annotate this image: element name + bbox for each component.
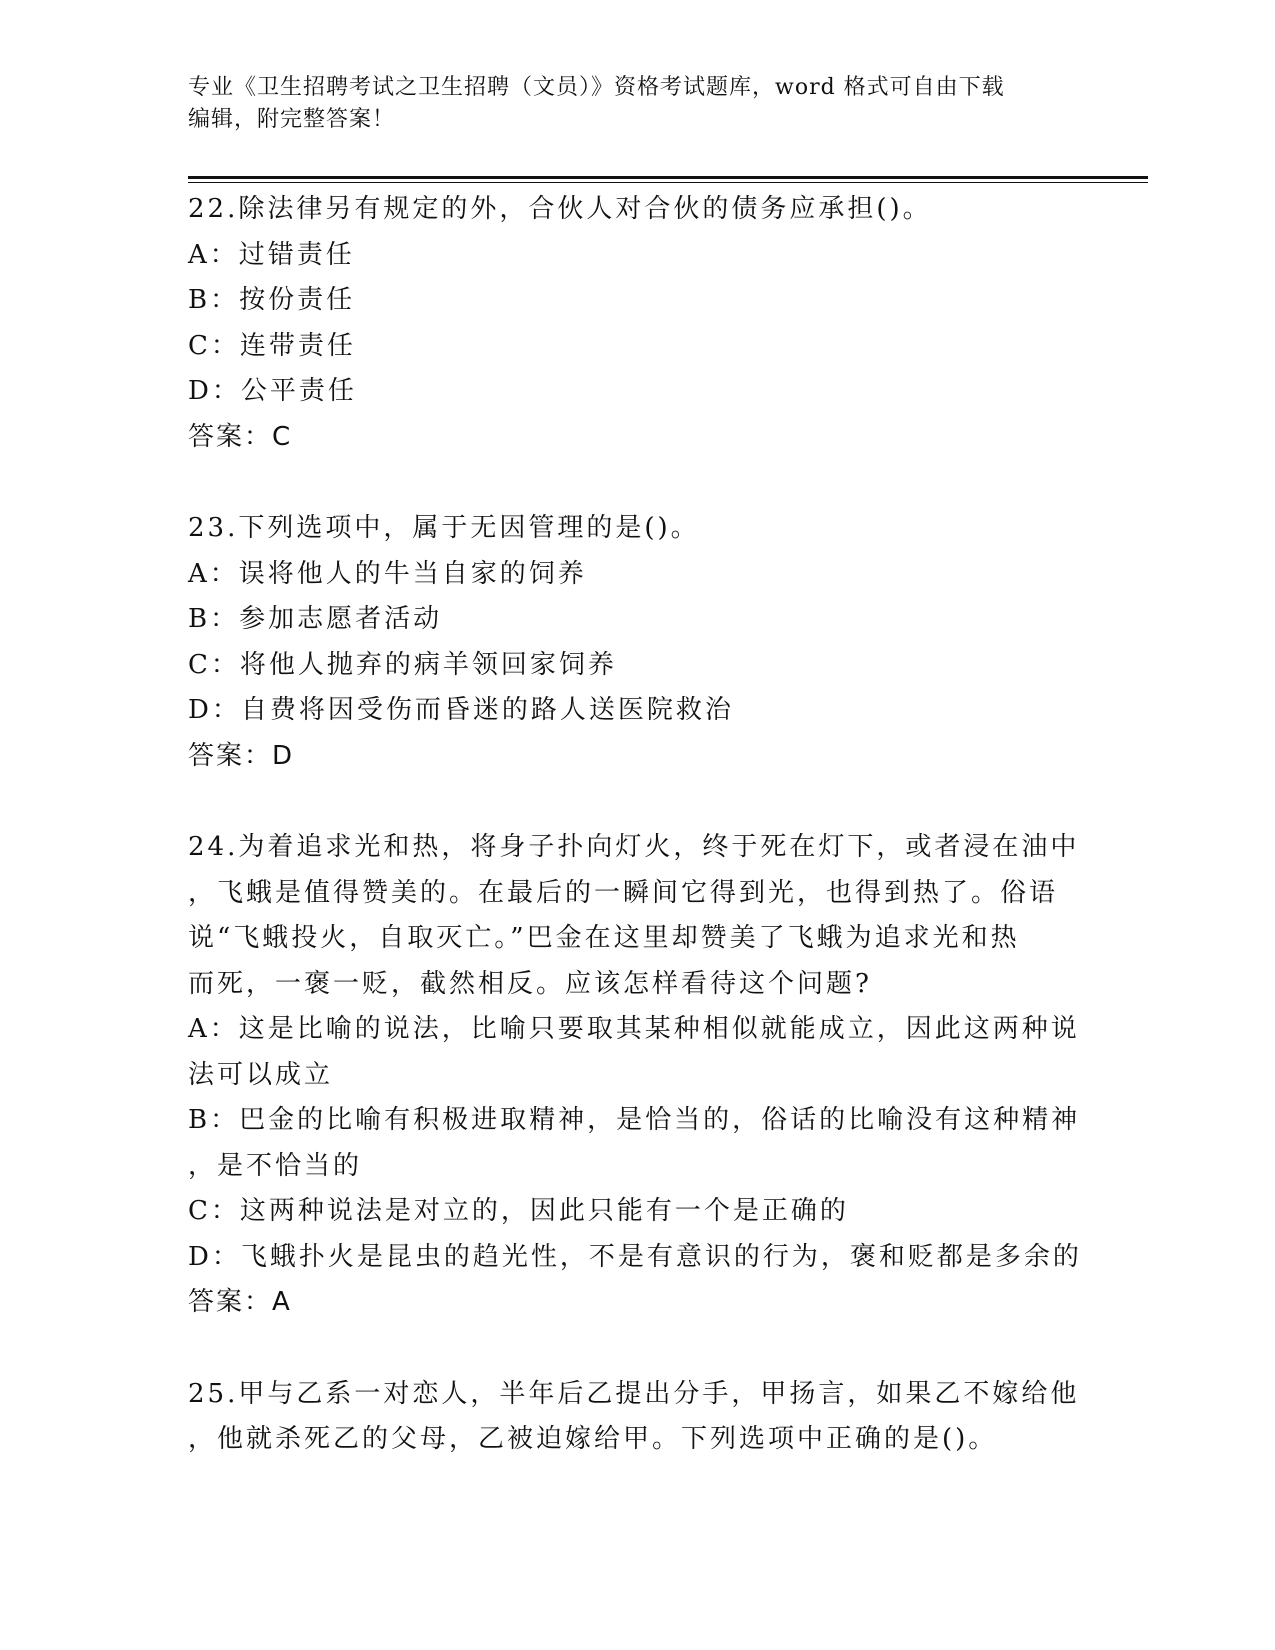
question-stem-line: 说“飞蛾投火，自取灭亡。”巴金在这里却赞美了飞蛾为追求光和热 <box>188 923 1020 953</box>
answer-line: 答案：A <box>188 1287 292 1317</box>
answer-line: 答案：D <box>188 740 295 771</box>
question-stem-line: 22.除法律另有规定的外，合伙人对合伙的债务应承担()。 <box>188 194 932 224</box>
option-line: A：过错责任 <box>188 239 355 270</box>
option-line: C：这两种说法是对立的，因此只能有一个是正确的 <box>188 1196 849 1226</box>
question-list <box>188 187 1088 1463</box>
option-line: 法可以成立 <box>188 1059 334 1090</box>
header-line-1: 专业《卫生招聘考试之卫生招聘（文员）》资格考试题库，word 格式可自由下载 <box>188 75 1005 100</box>
header-rule-thin <box>188 182 1148 183</box>
question-stem-line: 24.为着追求光和热，将身子扑向灯火，终于死在灯下，或者浸在油中 <box>188 832 1080 862</box>
question-spacer <box>188 1326 1088 1372</box>
option-line: D：公平责任 <box>188 376 357 406</box>
header-line-2: 编辑，附完整答案！ <box>188 107 396 132</box>
question-stem-line: 25.甲与乙系一对恋人，半年后乙提出分手，甲扬言，如果乙不嫁给他 <box>188 1378 1080 1409</box>
option-line: B：参加志愿者活动 <box>188 604 443 634</box>
question-stem-line: ，飞蛾是值得赞美的。在最后的一瞬间它得到光，也得到热了。俗语 <box>188 877 1059 908</box>
option-line: D：飞蛾扑火是昆虫的趋光性，不是有意识的行为，褒和贬都是多余的 <box>188 1241 1082 1272</box>
question-stem-line: 23.下列选项中，属于无因管理的是()。 <box>188 513 700 543</box>
document-header <box>188 72 1068 136</box>
question-spacer <box>188 460 1088 506</box>
option-line: B：巴金的比喻有积极进取精神，是恰当的，俗话的比喻没有这种精神 <box>188 1105 1081 1135</box>
option-line: D：自费将因受伤而昏迷的路人送医院救治 <box>188 695 734 725</box>
question-stem-line: 而死，一褒一贬，截然相反。应该怎样看待这个问题? <box>188 968 872 999</box>
option-line: B：按份责任 <box>188 285 356 315</box>
question-block <box>188 1372 1088 1463</box>
option-line: C：将他人抛弃的病羊领回家饲养 <box>188 649 617 680</box>
option-line: C：连带责任 <box>188 330 356 361</box>
question-spacer <box>188 779 1088 825</box>
header-rule-thick <box>188 176 1148 179</box>
question-block <box>188 506 1088 779</box>
option-line: A：这是比喻的说法，比喻只要取其某种相似就能成立，因此这两种说 <box>188 1014 1080 1044</box>
question-block <box>188 825 1088 1326</box>
answer-line: 答案：C <box>188 421 293 452</box>
question-stem-line: ，他就杀死乙的父母，乙被迫嫁给甲。下列选项中正确的是()。 <box>188 1424 998 1454</box>
question-block <box>188 187 1088 460</box>
option-line: A：误将他人的牛当自家的饲养 <box>188 558 587 589</box>
option-line: ，是不恰当的 <box>188 1150 363 1181</box>
